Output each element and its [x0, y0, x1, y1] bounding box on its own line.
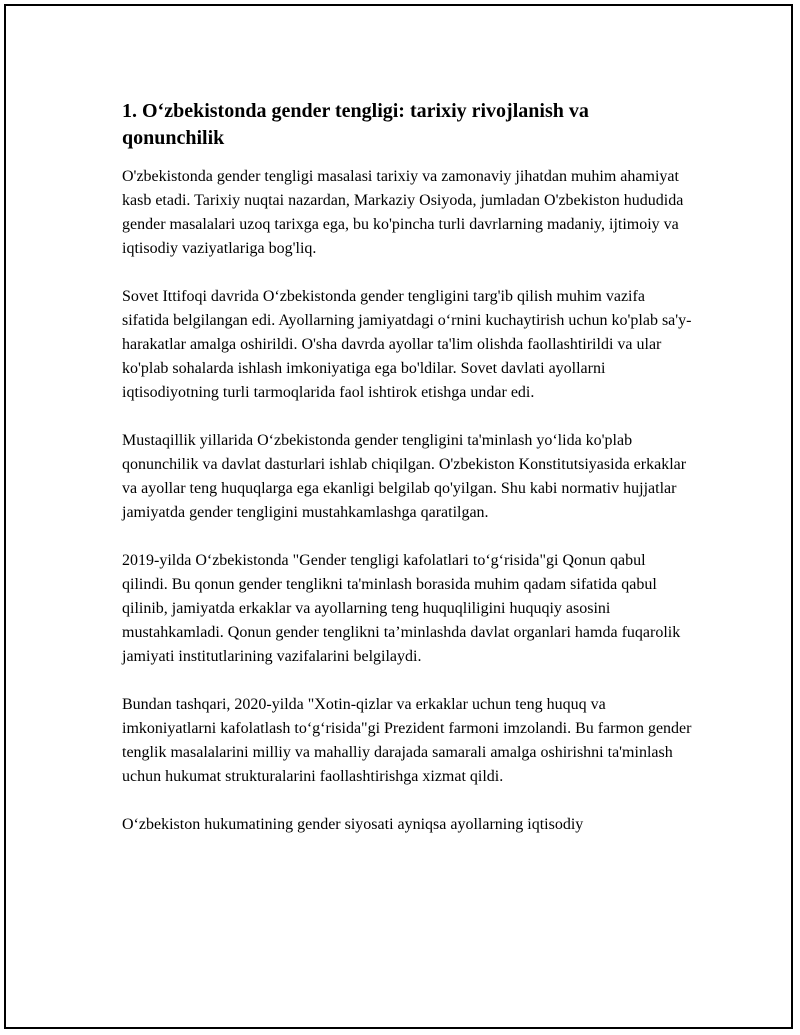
- paragraph-5: Bundan tashqari, 2020-yilda "Xotin-qizlar va erkaklar uchun teng huquq va imkoniyatlarni kafolatlash to‘g‘risida"gi Prezident farmoni imzolandi. Bu farmon gender tenglik masalalarini milliy va mahalliy darajada samarali amalga oshirishni ta'minlash uchun hukumat strukturalarini faollashtirishga xizmat qildi.: [122, 696, 692, 785]
- document-body: [122, 98, 692, 837]
- document-page: [4, 4, 793, 1029]
- section-heading: 1. O‘zbekistonda gender tengligi: tarixiy rivojlanish va qonunchilik: [122, 100, 589, 149]
- paragraph-1: O'zbekistonda gender tengligi masalasi tarixiy va zamonaviy jihatdan muhim ahamiyat kasb etadi. Tarixiy nuqtai nazardan, Markaziy Osiyoda, jumladan O'zbekiston hududida gender masalalari uzoq tarixga ega, bu ko'pincha turli davrlarning madaniy, ijtimoiy va iqtisodiy vaziyatlariga bog'liq.: [122, 168, 684, 257]
- paragraph-6: O‘zbekiston hukumatining gender siyosati ayniqsa ayollarning iqtisodiy: [122, 816, 584, 833]
- paragraph-3: Mustaqillik yillarida O‘zbekistonda gender tengligini ta'minlash yo‘lida ko'plab qonunchilik va davlat dasturlari ishlab chiqilgan. O'zbekiston Konstitutsiyasida erkaklar va ayollar teng huquqlarga ega ekanligi belgilab qo'yilgan. Shu kabi normativ hujjatlar jamiyatda gender tengligini mustahkamlashga qaratilgan.: [122, 432, 687, 521]
- paragraph-4: 2019-yilda O‘zbekistonda "Gender tengligi kafolatlari to‘g‘risida"gi Qonun qabul qilindi. Bu qonun gender tenglikni ta'minlash borasida muhim qadam sifatida qabul qilinib, jamiyatda erkaklar va ayollarning teng huquqliligini huquqiy asosini mustahkamladi. Qonun gender tenglikni ta’minlashda davlat organlari hamda fuqarolik jamiyati institutlarining vazifalarini belgilaydi.: [122, 552, 681, 665]
- paragraph-2: Sovet Ittifoqi davrida O‘zbekistonda gender tengligini targ'ib qilish muhim vazifa sifatida belgilangan edi. Ayollarning jamiyatdagi o‘rnini kuchaytirish uchun ko'plab sa'y-harakatlar amalga oshirildi. O'sha davrda ayollar ta'lim olishda faollashtirildi va ular ko'plab sohalarda ishlash imkoniyatiga ega bo'ldilar. Sovet davlati ayollarni iqtisodiyotning turli tarmoqlarida faol ishtirok etishga undar edi.: [122, 288, 692, 401]
